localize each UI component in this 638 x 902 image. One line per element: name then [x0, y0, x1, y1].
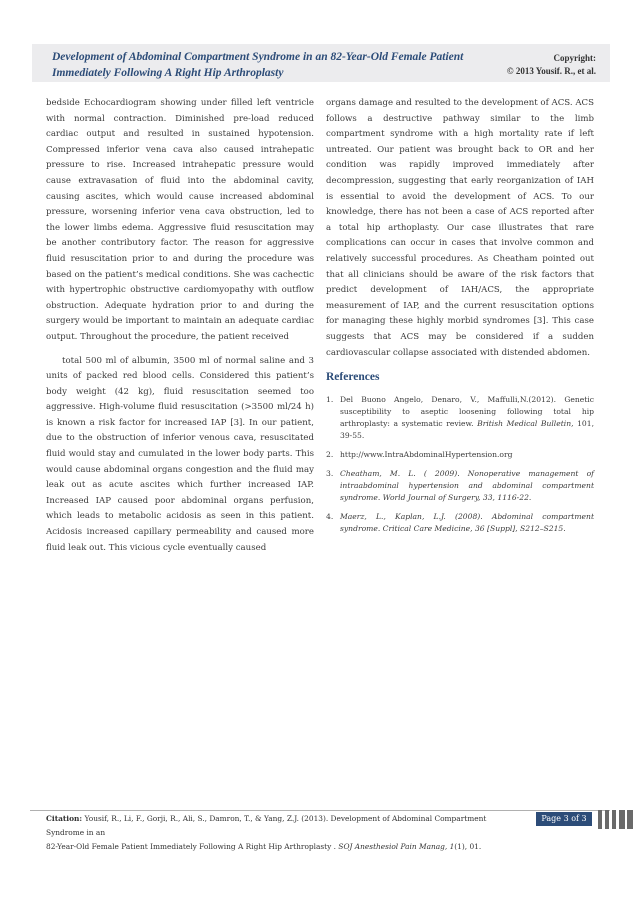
reference-item [326, 394, 594, 442]
copyright-label: Copyright: [553, 53, 596, 63]
page-number-badge: Page 3 of 3 [536, 812, 592, 826]
reference-text: Maerz, L., Kaplan, L.J. (2008). Abdominal compartment syndrome. Critical Care Medicine, 36 [Suppl], S212–S215. [340, 511, 594, 533]
citation [46, 812, 526, 854]
copyright-notice [507, 52, 596, 78]
citation-journal: SOJ Anesthesiol Pain Manag, 1 [338, 842, 455, 851]
reference-item [326, 511, 594, 535]
citation-text: Yousif, R., Li, F., Gorji, R., Ali, S., Damron, T., & Yang, Z.J. (2013). Development of Abdominal Compartment Syndrome in an [46, 814, 487, 837]
references-heading: References [326, 371, 380, 384]
header-title [52, 49, 492, 81]
left-column [46, 96, 314, 556]
reference-text: Cheatham, M. L. ( 2009). Nonoperative management of intraabdominal hypertension and abdominal compartment syndrome. World Journal of Surgery, 33, 1116-22. [340, 468, 594, 502]
reference-item [326, 449, 594, 461]
citation-label: Citation: [46, 814, 83, 823]
reference-text: Del Buono Angelo, Denaro, V., Maffulli,N.(2012). Genetic susceptibility to aseptic loosening following total hip arthroplasty: a systematic review. [340, 394, 594, 428]
reference-number: 2. [326, 449, 334, 459]
reference-journal: British Medical Bulletin, [477, 418, 574, 428]
reference-link[interactable]: http://www.IntraAbdominalHypertension.org [340, 449, 513, 459]
reference-number: 3. [326, 468, 334, 478]
reference-number: 1. [326, 394, 334, 404]
copyright-text: © 2013 Yousif. R., et al. [506, 66, 596, 76]
right-column [326, 96, 594, 542]
reference-item [326, 468, 594, 504]
left-paragraph-1: bedside Echocardiogram showing under filled left ventricle with normal contraction. Diminished pre-load reduced cardiac output and resulted in sustained hypotension. Compressed inferior vena cava also caused intrahepatic pressure to rise. Increased intrahepatic pressure would cause extravasation of fluid into the abdominal cavity, causing ascites, which would cause increased abdominal pressure, worsening inferior vena cava obstruction, led to the lower limbs edema. Aggressive fluid resuscitation may be another contributory factor. The reason for aggressive fluid resuscitation prior to and during the procedure was based on the patient’s medical conditions. She was cachectic with hypertrophic obstructive cardiomyopathy with outflow obstruction. Adequate hydration prior to and during the surgery would be important to maintain an adequate cardiac output. Throughout the procedure, the patient received [46, 98, 314, 342]
reference-list [326, 394, 594, 535]
reference-volume: 101, 39-55. [340, 418, 594, 440]
running-header [32, 44, 610, 82]
footer-divider [30, 810, 610, 811]
citation-issue: (1), 01. [454, 842, 482, 851]
right-paragraph-1: organs damage and resulted to the development of ACS. ACS follows a destructive pathway similar to the limb compartment syndrome with a high mortality rate if left untreated. Our patient was brought back to OR and her condition was rapidly improved immediately after decompression, suggesting that early reorganization of IAH is essential to avoid the development of ACS. To our knowledge, there has not been a case of ACS reported after a total hip arthoplasty. Our case illustrates that rare complications can occur in cases that involve common and relatively successful procedures. As Cheatham pointed out that all clinicians should be aware of the risk factors that predict development of IAH/ACS, the appropriate measurement of IAP, and the current resuscitation options for managing these highly morbid syndromes [3]. This case suggests that ACS may be considered if a sudden cardiovascular collapse associated with distended abdomen. [326, 98, 595, 358]
header-title-line-2: Immediately Following A Right Hip Arthroplasty [52, 67, 284, 79]
citation-line-2 [46, 840, 526, 854]
left-paragraph-2: total 500 ml of albumin, 3500 ml of normal saline and 3 units of packed red blood cells. Considered this patient’s body weight (42 kg), fluid resuscitation seemed too aggressive. High-volume fluid resuscitation (>3500 ml/24 h) is known a risk factor for increased IAP [3]. In our patient, due to the obstruction of inferior venous cava, resuscitated fluid would stay and cumulated in the lower body parts. This would cause abdominal organs congestion and the fluid may leak out as acute ascites which further increased IAP. Increased IAP caused poor abdominal organs perfusion, which leads to metabolic acidosis as seen in this patient. Acidosis increased capillary permeability and caused more fluid leak out. This vicious cycle eventually caused [46, 355, 314, 553]
header-title-line-1: Development of Abdominal Compartment Syndrome in an 82-Year-Old Female Patient [52, 51, 464, 63]
citation-line-1 [46, 812, 526, 840]
citation-text-2: 82-Year-Old Female Patient Immediately Following A Right Hip Arthroplasty . [46, 842, 339, 851]
reference-number: 4. [326, 511, 334, 521]
